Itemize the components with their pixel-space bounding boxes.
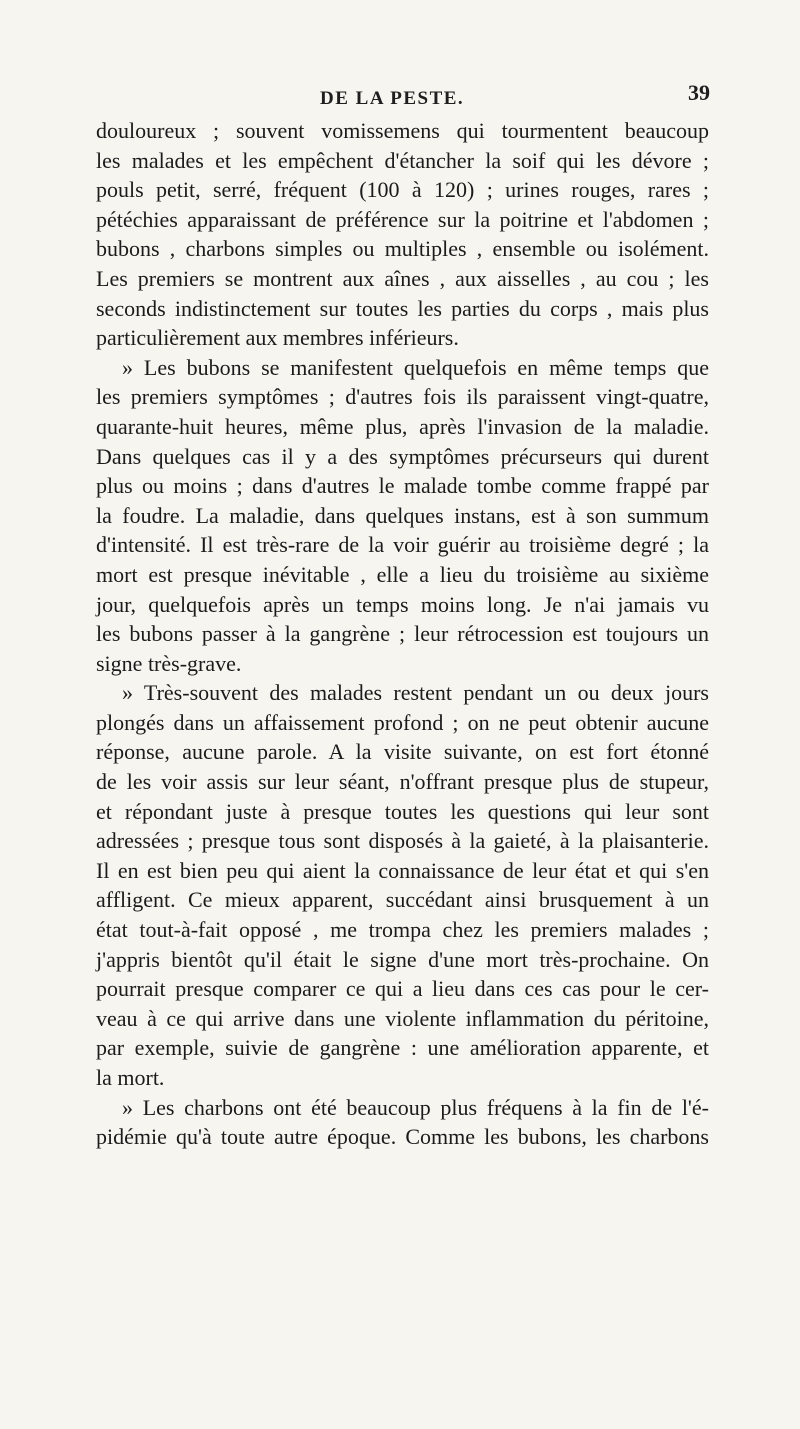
text-line: adressées ; presque tous sont disposés à la gaieté, à la plaisanterie. [96,828,709,854]
body-text [96,116,709,1152]
page-header [0,80,800,118]
text-line: douloureux ; souvent vomissemens qui tourmentent beaucoup [96,118,709,143]
text-line: j'appris bientôt qu'il était le signe d'une mort très-prochaine. On [96,946,709,972]
text-line: pidémie qu'à toute autre époque. Comme les bubons, les charbons [96,1124,709,1150]
text-line: pouls petit, serré, fréquent (100 à 120) ; urines rouges, rares ; [96,177,709,203]
text-line: Dans quelques cas il y a des symptômes précurseurs qui durent [96,443,709,469]
text-line: la mort. [96,1065,165,1090]
text-line: les bubons passer à la gangrène ; leur rétrocession est toujours un [96,621,709,647]
text-line: quarante-huit heures, même plus, après l'invasion de la maladie. [96,413,709,439]
text-line: affligent. Ce mieux apparent, succédant ainsi brusquement à un [96,887,709,913]
text-line: et répondant juste à presque toutes les questions qui leur sont [96,798,709,824]
text-line: plus ou moins ; dans d'autres le malade tombe comme frappé par [96,473,709,499]
text-line: bubons , charbons simples ou multiples , ensemble ou isolément. [96,236,709,262]
text-line: par exemple, suivie de gangrène : une amélioration apparente, et [96,1035,709,1061]
text-line: pétéchies apparaissant de préférence sur la poitrine et l'abdomen ; [96,206,709,232]
text-line: pourrait presque comparer ce qui a lieu dans ces cas pour le cer- [96,976,709,1002]
text-line: » Les bubons se manifestent quelquefois en même temps que [122,354,709,380]
text-line: particulièrement aux membres inférieurs. [96,325,459,351]
text-line: Les premiers se montrent aux aînes , aux aisselles , au cou ; les [96,265,709,291]
text-line: » Les charbons ont été beaucoup plus fréquens à la fin de l'é- [122,1094,709,1120]
text-line: seconds indistinctement sur toutes les parties du corps , mais plus [96,295,709,321]
text-line: réponse, aucune parole. A la visite suivante, on est fort étonné [96,739,709,765]
text-line: » Très-souvent des malades restent pendant un ou deux jours [122,680,709,706]
text-line: mort est presque inévitable , elle a lieu du troisième au sixième [96,561,709,587]
text-line: signe très-grave. [96,650,242,676]
text-line: plongés dans un affaissement profond ; on ne peut obtenir aucune [96,709,709,735]
text-line: veau à ce qui arrive dans une violente inflammation du péritoine, [96,1005,709,1031]
text-line: jour, quelquefois après un temps moins long. Je n'ai jamais vu [96,591,709,617]
text-line: de les voir assis sur leur séant, n'offrant presque plus de stupeur, [96,769,709,795]
text-line: les malades et les empêchent d'étancher la soif qui les dévore ; [96,147,709,173]
text-line: d'intensité. Il est très-rare de la voir guérir au troisième degré ; la [96,532,709,558]
running-title: DE LA PESTE. [320,88,465,109]
text-line: état tout-à-fait opposé , me trompa chez les premiers malades ; [96,917,709,943]
text-line: les premiers symptômes ; d'autres fois ils paraissent vingt-quatre, [96,384,709,410]
text-line: Il en est bien peu qui aient la connaissance de leur état et qui s'en [96,857,709,883]
text-line: la foudre. La maladie, dans quelques instans, est à son summum [96,502,709,528]
page-number: 39 [688,80,710,105]
